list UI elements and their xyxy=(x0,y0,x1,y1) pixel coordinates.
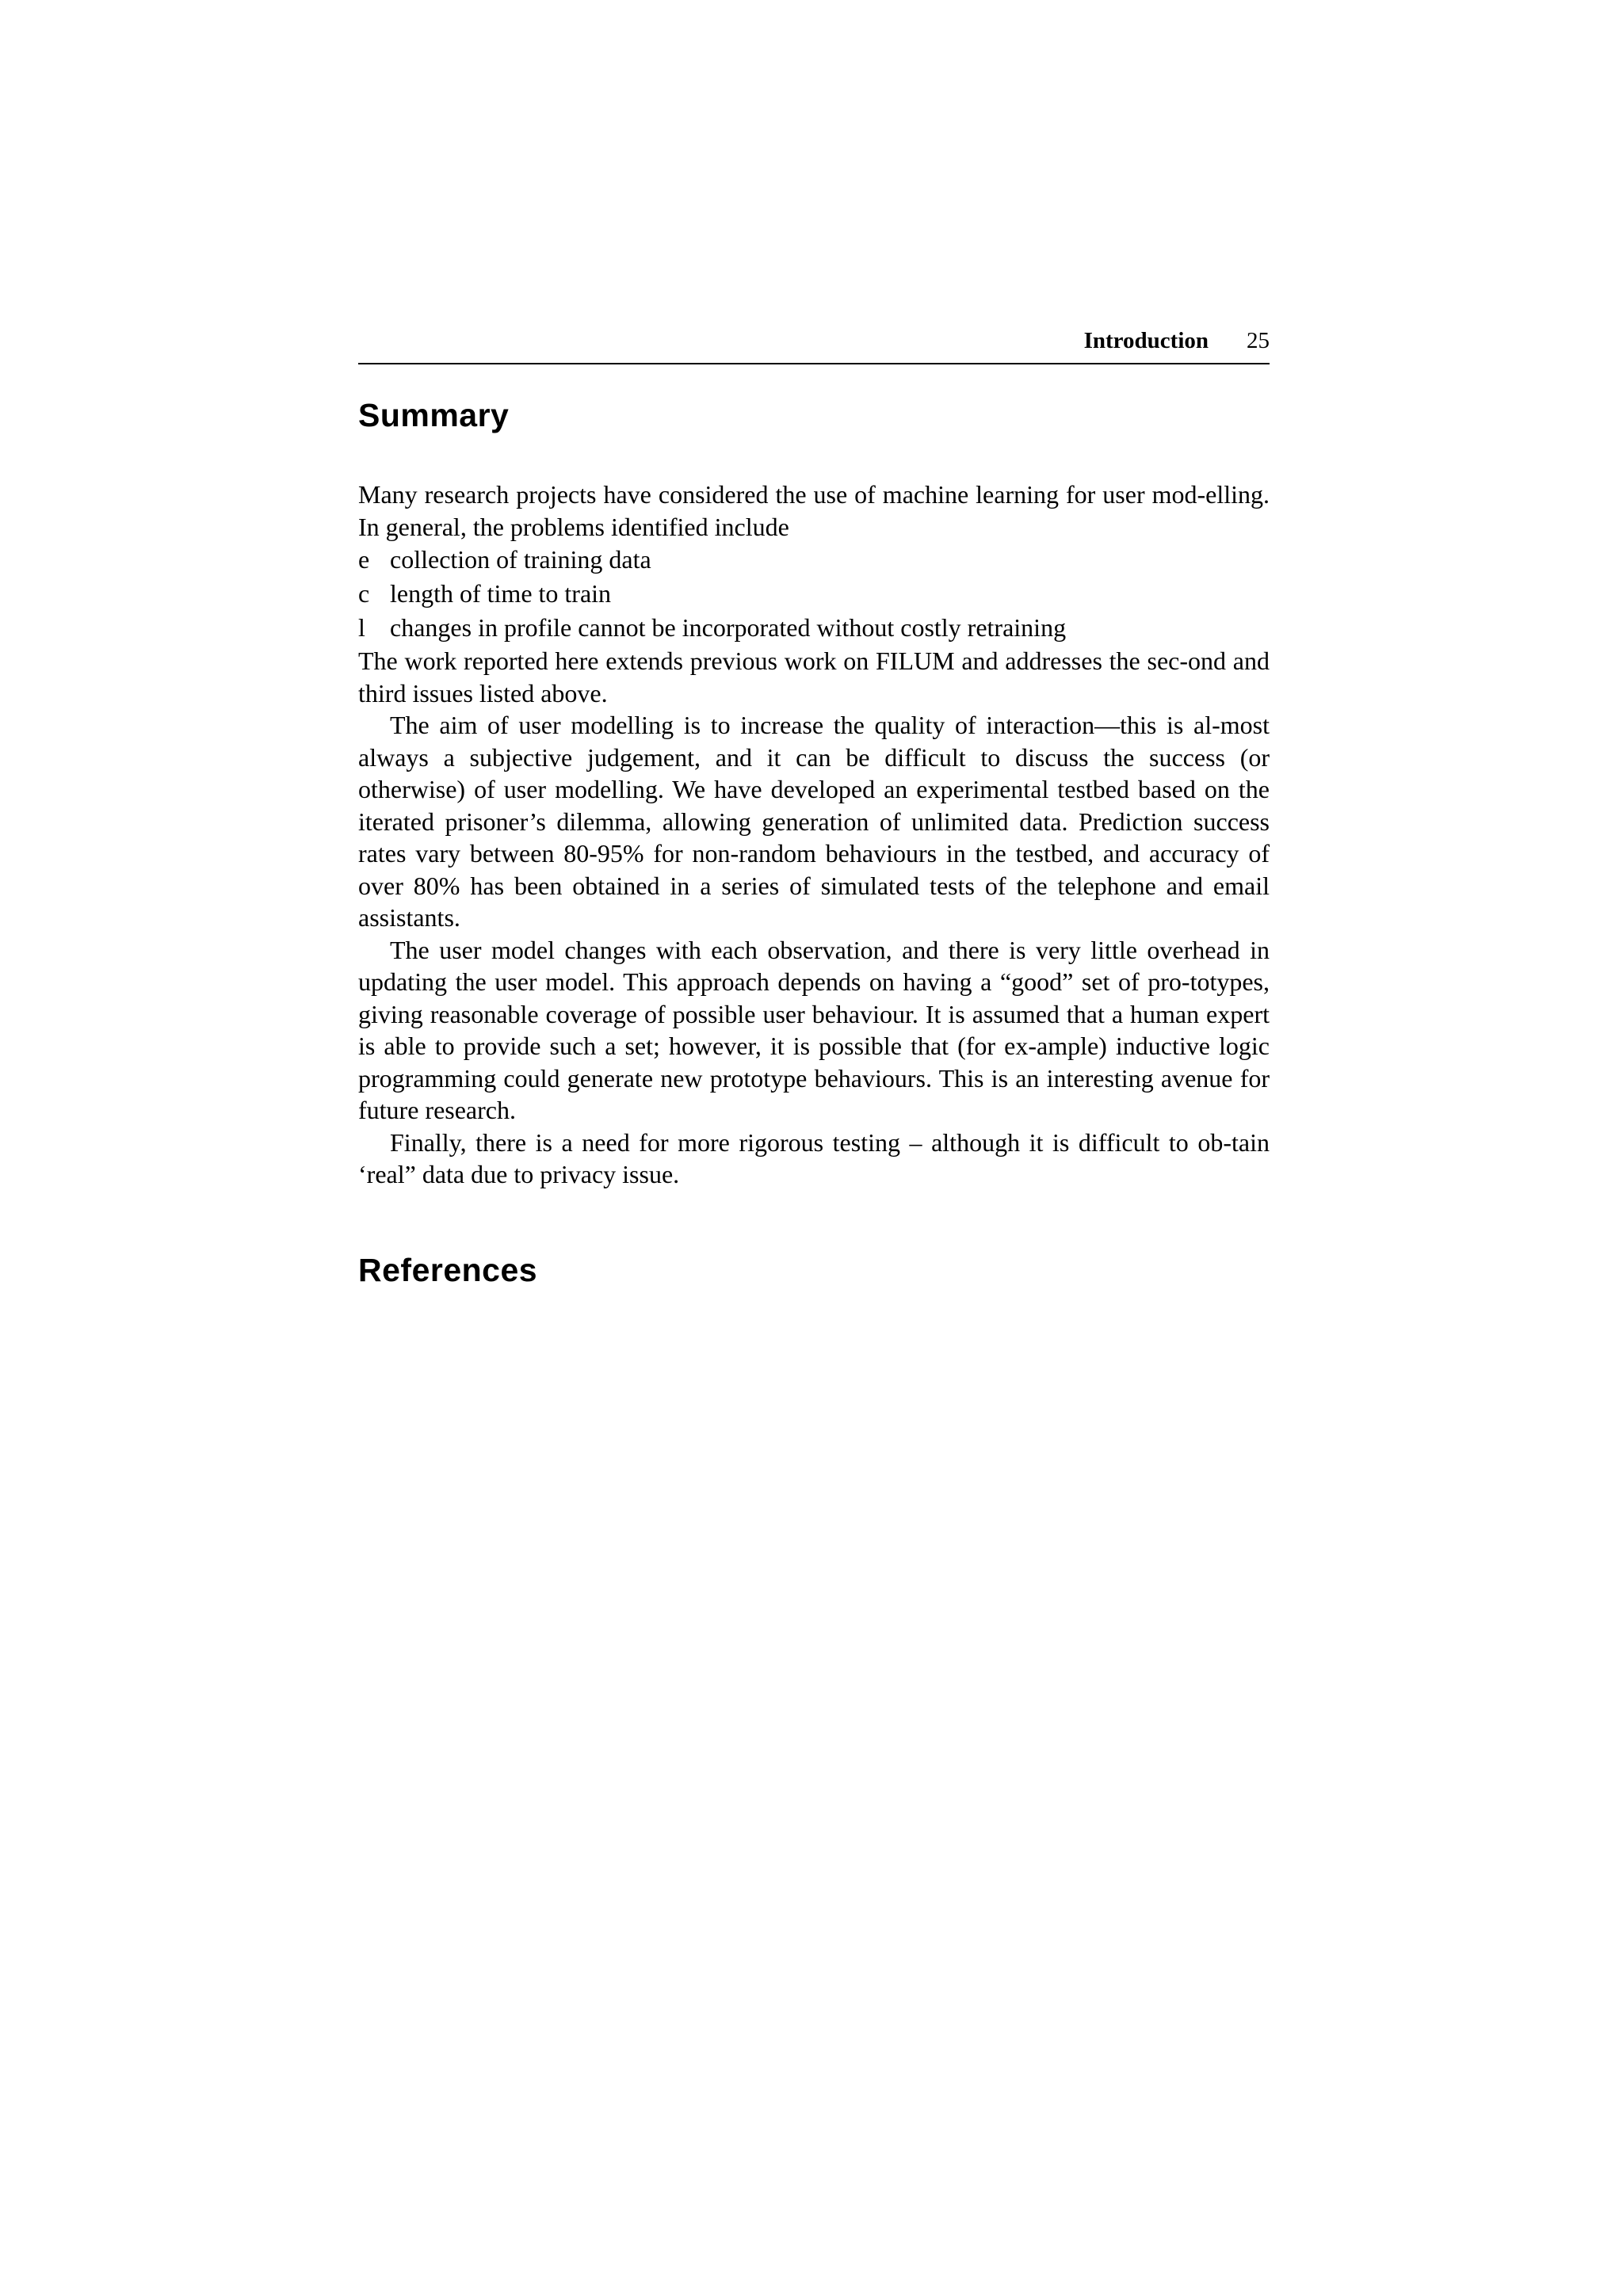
running-head xyxy=(358,325,1270,357)
list-marker: e xyxy=(358,545,370,574)
list-item-text: length of time to train xyxy=(390,579,612,608)
references-heading: References xyxy=(358,1251,538,1288)
list-item-text: collection of training data xyxy=(390,545,651,574)
list-item xyxy=(358,577,1270,611)
summary-intro-paragraph: Many research projects have considered the use of machine learning for user mod-elling. In general, the problems identified include xyxy=(358,480,1270,541)
list-item xyxy=(358,543,1270,577)
aim-paragraph: The aim of user modelling is to increase the quality of interaction—this is al-most always a subjective judgement, and it can be difficult to discuss the success (or otherwise) of user modelling. We have developed an experimental testbed based on the iterated prisoner’s dilemma, allowing generation of unlimited data. Prediction success rates vary between 80-95% for non-random behaviours in the testbed, and accuracy of over 80% has been obtained in a series of simulated tests of the telephone and email assistants. xyxy=(358,711,1270,932)
page-number: 25 xyxy=(1247,328,1270,353)
list-item-text: changes in profile cannot be incorporated without costly retraining xyxy=(390,613,1067,642)
issues-list xyxy=(358,543,1270,645)
book-page xyxy=(358,325,1270,1292)
summary-body xyxy=(358,479,1270,1191)
header-rule xyxy=(358,363,1270,364)
list-item xyxy=(358,611,1270,645)
final-paragraph: Finally, there is a need for more rigorous testing – although it is difficult to ob-tain ‘real” data due to privacy issue. xyxy=(358,1127,1270,1188)
running-head-section: Introduction xyxy=(1083,328,1209,353)
summary-heading: Summary xyxy=(358,397,510,433)
list-marker: c xyxy=(358,579,370,608)
extends-work-paragraph: The work reported here extends previous work on FILUM and addresses the sec-ond and third issues listed above. xyxy=(358,646,1270,707)
list-marker: l xyxy=(358,613,365,642)
user-model-paragraph: The user model changes with each observation, and there is very little overhead in updating the user model. This approach depends on having a “good” set of pro-totypes, giving reasonable coverage of possible user behaviour. It is assumed that a human expert is able to provide such a set; however, it is possible that (for ex-ample) inductive logic programming could generate new prototype behaviours. This is an interesting avenue for future research. xyxy=(358,935,1270,1124)
